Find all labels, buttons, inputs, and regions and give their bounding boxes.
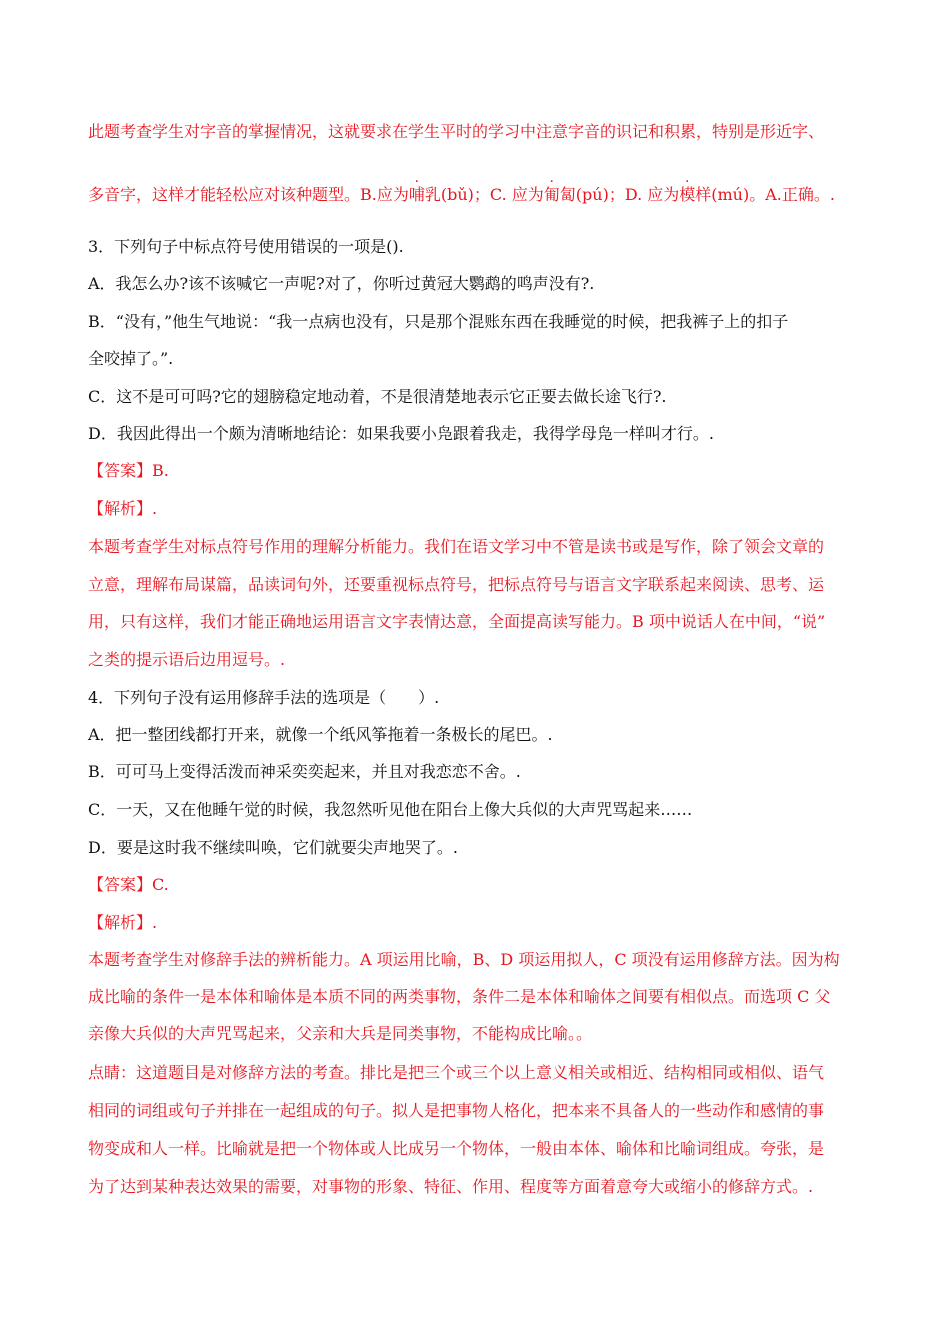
- question-4-option-c: C．一天，又在他睡午觉的时候，我忽然听见他在阳台上像大兵似的大声咒骂起来……: [88, 800, 693, 819]
- question-4-option-d: D．要是这时我不继续叫唤，它们就要尖声地哭了。.: [88, 838, 458, 857]
- question-3-analysis-line: 立意，理解布局谋篇，品读词句外，还要重视标点符号，把标点符号与语言文字联系起来阅读、思考、运: [88, 575, 825, 594]
- explanation-line-1: 此题考查学生对字音的掌握情况，这就要求在学生平时的学习中注意字音的识记和积累，特别是形近字、: [88, 122, 825, 141]
- question-4-tip-line: 物变成和人一样。比喻就是把一个物体或人比成另一个物体，一般由本体、喻体和比喻词组成。夸张，是: [88, 1139, 825, 1158]
- explanation-text: 匐(pú)；D. 应为: [559, 185, 680, 204]
- question-3-analysis-line: 之类的提示语后边用逗号。.: [88, 650, 286, 669]
- question-3-option-a: A．我怎么办?该不该喊它一声呢?对了，你听过黄冠大鹦鹉的鸣声没有?.: [88, 274, 595, 293]
- dotted-char: 哺: [408, 185, 425, 204]
- question-4-analysis-line: 亲像大兵似的大声咒骂起来，父亲和大兵是同类事物，不能构成比喻。。: [88, 1024, 593, 1043]
- explanation-text: 多音字，这样才能轻松应对该种题型。B.应为: [88, 185, 409, 204]
- question-3-option-b-line-2: 全咬掉了。”.: [88, 349, 174, 368]
- question-3-answer: 【答案】B.: [88, 461, 169, 480]
- question-3-option-d: D．我因此得出一个颇为清晰地结论：如果我要小凫跟着我走，我得学母凫一样叫才行。.: [88, 424, 714, 443]
- question-3-analysis-line: 用，只有这样，我们才能正确地运用语言文字表情达意，全面提高读写能力。B 项中说话人在中间，“说”: [88, 612, 826, 631]
- dotted-char: 模: [679, 185, 696, 204]
- question-3-option-c: C．这不是可可吗?它的翅膀稳定地动着，不是很清楚地表示它正要去做长途飞行?.: [88, 387, 667, 406]
- question-4-tip-line: 相同的词组或句子并排在一起组成的句子。拟人是把事物人格化，把本来不具备人的一些动作和感情的事: [88, 1101, 825, 1120]
- explanation-text: 样(mú)。A.正确。.: [695, 185, 835, 204]
- explanation-line-2: [88, 185, 835, 205]
- question-4-answer: 【答案】C.: [88, 875, 169, 894]
- explanation-text: 乳(bǔ)；C. 应为: [424, 185, 544, 204]
- question-3-analysis-label: 【解析】.: [88, 499, 158, 518]
- dotted-char: 匍: [543, 185, 560, 204]
- question-4-tip-line: 为了达到某种表达效果的需要，对事物的形象、特征、作用、程度等方面着意夸大或缩小的修辞方式。.: [88, 1177, 814, 1196]
- question-3-option-b-line-1: B．“没有，”他生气地说：“我一点病也没有，只是那个混账东西在我睡觉的时候，把我裤子上的扣子: [88, 312, 789, 331]
- question-4-stem: 4．下列句子没有运用修辞手法的选项是（ ）.: [88, 688, 440, 707]
- question-4-analysis-line: 成比喻的条件一是本体和喻体是本质不同的两类事物，条件二是本体和喻体之间要有相似点。而选项 C 父: [88, 987, 831, 1006]
- question-4-option-a: A．把一整团线都打开来，就像一个纸风筝拖着一条极长的尾巴。.: [88, 725, 553, 744]
- question-3-analysis-line: 本题考查学生对标点符号作用的理解分析能力。我们在语文学习中不管是读书或是写作，除了领会文章的: [88, 537, 825, 556]
- question-4-analysis-line: 本题考查学生对修辞手法的辨析能力。A 项运用比喻，B、D 项运用拟人，C 项没有运用修辞方法。因为构: [88, 950, 840, 969]
- question-4-option-b: B．可可马上变得活泼而神采奕奕起来，并且对我恋恋不舍。.: [88, 762, 521, 781]
- question-3-stem: 3．下列句子中标点符号使用错误的一项是().: [88, 237, 404, 256]
- question-4-analysis-label: 【解析】.: [88, 913, 158, 932]
- question-4-tip-line: 点睛：这道题目是对修辞方法的考查。排比是把三个或三个以上意义相关或相近、结构相同或相似、语气: [88, 1063, 825, 1082]
